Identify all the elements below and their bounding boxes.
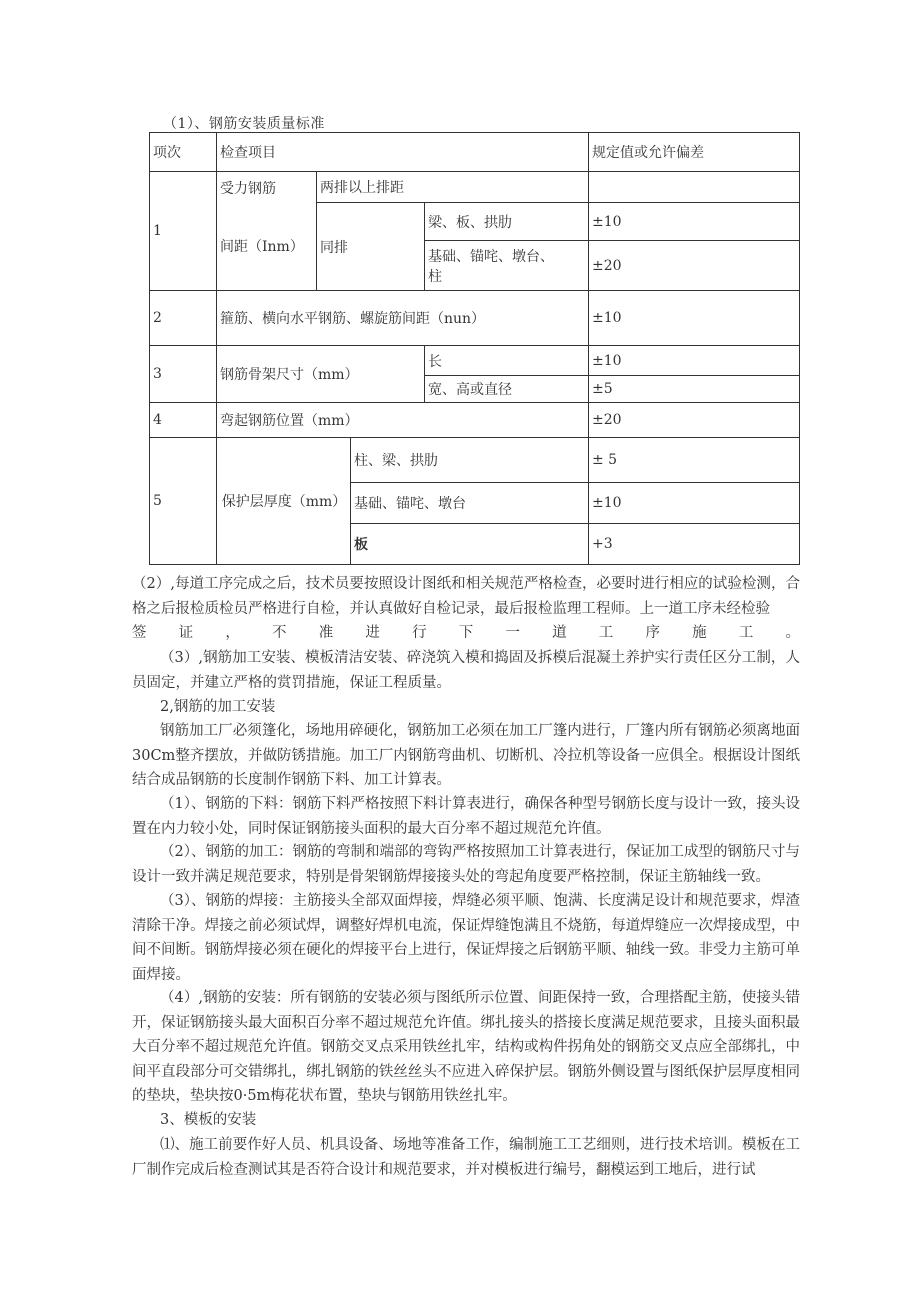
row1-sub-a: 两排以上排距	[317, 172, 589, 203]
row1-sub-b2	[425, 241, 589, 291]
row2-val: ±10	[589, 291, 800, 346]
paragraph-welding: （3）、钢筋的焊接：主筋接头全部双面焊接，焊缝必须平顺、饱满、长度满足设计和规范要求，焊渣清除干净。焊接之前必须试焊，调整好焊机电流，保证焊缝饱满且不烧筋，每道焊缝应一次焊接成型，中间不间断。钢筋焊接必须在硬化的焊接平台上进行，保证焊接之后钢筋平顺、轴线一致。非受力主筋可单面焊接。	[132, 893, 800, 983]
row5-sub2-val: ±10	[589, 483, 800, 524]
row1-sub-b: 同排	[317, 203, 425, 291]
paragraph-inspection-text: （2）,每道工序完成之后，技术员要按照设计图纸和相关规范严格检查，必要时进行相应的试验检测，合格之后报检质检员严格进行自检，并认真做好自检记录，最后报检监理工程师。上一道工序未经检验	[132, 576, 800, 617]
header-tolerance: 规定值或允许偏差	[589, 133, 800, 172]
row5-no: 5	[150, 438, 217, 565]
row4-val: ±20	[589, 403, 800, 438]
row2-item: 箍筋、横向水平钢筋、螺旋筋间距（nun）	[217, 291, 589, 346]
row5-sub2: 基础、锚咤、墩台	[351, 483, 589, 524]
header-no: 项次	[150, 133, 217, 172]
row3-no: 3	[150, 346, 217, 403]
row1-sub-b2-val: ±20	[589, 241, 800, 291]
row1-item	[217, 172, 317, 291]
row5-sub3: 板	[351, 524, 589, 565]
row3-item: 钢筋骨架尺寸（mm）	[217, 346, 425, 403]
row3-sub2: 宽、高或直径	[425, 376, 589, 403]
row2-no: 2	[150, 291, 217, 346]
row1-item-line2: 间距（Inm）	[220, 239, 304, 255]
row1-sub-b1: 梁、板、拱肋	[425, 203, 589, 241]
row1-no: 1	[150, 172, 217, 291]
row1-sub-b1-val: ±10	[589, 203, 800, 241]
row3-sub1: 长	[425, 346, 589, 376]
row1-sub-a-val	[589, 172, 800, 203]
section-heading-3: 3、模板的安装	[160, 1112, 257, 1128]
row3-sub2-val: ±5	[589, 376, 800, 403]
row5-sub1: 柱、梁、拱肋	[351, 438, 589, 483]
row5-sub3-val: +3	[589, 524, 800, 565]
row1-sub-b2-line1: 基础、锚咤、墩台、	[428, 248, 554, 265]
paragraph-bending: （2）、钢筋的加工：钢筋的弯制和端部的弯钩严格按照加工计算表进行，保证加工成型的钢筋尺寸与设计一致并满足规范要求，特别是骨架钢筋焊接接头处的弯起角度要严格控制，保证主筋轴线一致。	[132, 844, 800, 885]
row4-item: 弯起钢筋位置（mm）	[217, 403, 589, 438]
row5-sub1-val: ± 5	[589, 438, 800, 483]
row3-sub1-val: ±10	[589, 346, 800, 376]
row4-no: 4	[150, 403, 217, 438]
paragraph-inspection-tail: 签证，不准进行下一道工序施工。	[132, 625, 800, 641]
section-heading-2: 2,钢筋的加工安装	[160, 699, 276, 715]
paragraph-cutting: （1）、钢筋的下料：钢筋下料严格按照下料计算表进行，确保各种型号钢筋长度与设计一致，接头设置在内力较小处，同时保证钢筋接头面积的最大百分率不超过规范允许值。	[132, 796, 800, 837]
header-item: 检查项目	[217, 133, 589, 172]
paragraph-formwork: ⑴、施工前要作好人员、机具设备、场地等准备工作，编制施工工艺细则，进行技术培训。模板在工厂制作完成后检查测试其是否符合设计和规范要求，并对模板进行编号，翻模运到工地后，进行试	[132, 1137, 800, 1178]
paragraph-responsibility: （3）,钢筋加工安装、模板清洁安装、碎浇筑入模和捣固及拆模后混凝土养护实行责任区分工制，人员固定，并建立严格的赏罚措施，保证工程质量。	[132, 650, 800, 691]
table-caption: （1）、钢筋安装质量标准	[163, 116, 325, 132]
paragraph-factory: 钢筋加工厂必须篷化，场地用碎硬化，钢筋加工必须在加工厂篷内进行，厂篷内所有钢筋必须离地面30Cm整齐摆放，并做防锈措施。加工厂内钢筋弯曲机、切断机、冷拉机等设备一应俱全。根据设计图纸结合成品钢筋的长度制作钢筋下料、加工计算表。	[132, 723, 800, 788]
row1-item-line1: 受力钢筋	[220, 181, 276, 197]
row1-sub-b2-line2: 柱	[428, 268, 442, 285]
row5-item: 保护层厚度（mm）	[217, 438, 351, 565]
paragraph-inspection	[132, 572, 800, 646]
rebar-quality-table	[149, 132, 800, 565]
paragraph-installation: （4）,钢筋的安装：所有钢筋的安装必须与图纸所示位置、间距保持一致，合理搭配主筋，使接头错开，保证钢筋接头最大面积百分率不超过规范允许值。绑扎接头的搭接长度满足规范要求，且接头面积最大百分率不超过规范允许值。钢筋交叉点采用铁丝扎牢，结构或构件拐角处的钢筋交叉点应全部绑扎，中间平直段部分可交错绑扎，绑扎钢筋的铁丝丝头不应进入碎保护层。钢筋外侧设置与图纸保护层厚度相同的垫块，垫块按0·5m梅花状布置，垫块与钢筋用铁丝扎牢。	[132, 990, 800, 1104]
